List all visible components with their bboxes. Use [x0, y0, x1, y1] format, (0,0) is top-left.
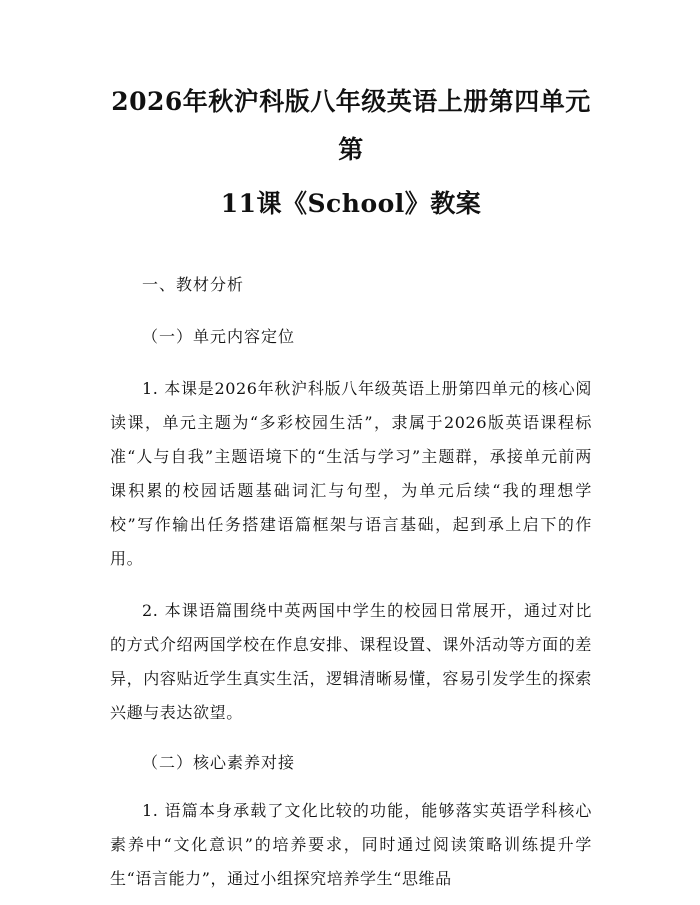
title-line-2: 11课《School》教案 — [220, 189, 482, 218]
paragraph-unit-positioning-2: 2. 本课语篇围绕中英两国中学生的校园日常展开，通过对比的方式介绍两国学校在作息安排、课程设置、课外活动等方面的差异，内容贴近学生真实生活，逻辑清晰易懂，容易引发学生的探索兴趣与表达欲望。 — [110, 601, 592, 722]
document-title — [110, 78, 592, 228]
paragraph-unit-positioning-1: 1. 本课是2026年秋沪科版八年级英语上册第四单元的核心阅读课，单元主题为“多彩校园生活”，隶属于2026版英语课程标准“人与自我”主题语境下的“生活与学习”主题群，承接单元前两课积累的校园话题基础词汇与句型，为单元后续“我的理想学校”写作输出任务搭建语篇框架与语言基础，起到承上启下的作用。 — [110, 379, 592, 568]
subsection-heading-core-competencies: （二）核心素养对接 — [142, 753, 296, 772]
title-line-1: 2026年秋沪科版八年级英语上册第四单元第 — [111, 87, 591, 164]
paragraph-core-competencies-1: 1. 语篇本身承载了文化比较的功能，能够落实英语学科核心素养中“文化意识”的培养要求，同时通过阅读策略训练提升学生“语言能力”，通过小组探究培养学生“思维品 — [110, 801, 592, 888]
subsection-heading-unit-positioning: （一）单元内容定位 — [142, 327, 296, 346]
section-heading-textbook-analysis: 一、教材分析 — [142, 275, 245, 294]
